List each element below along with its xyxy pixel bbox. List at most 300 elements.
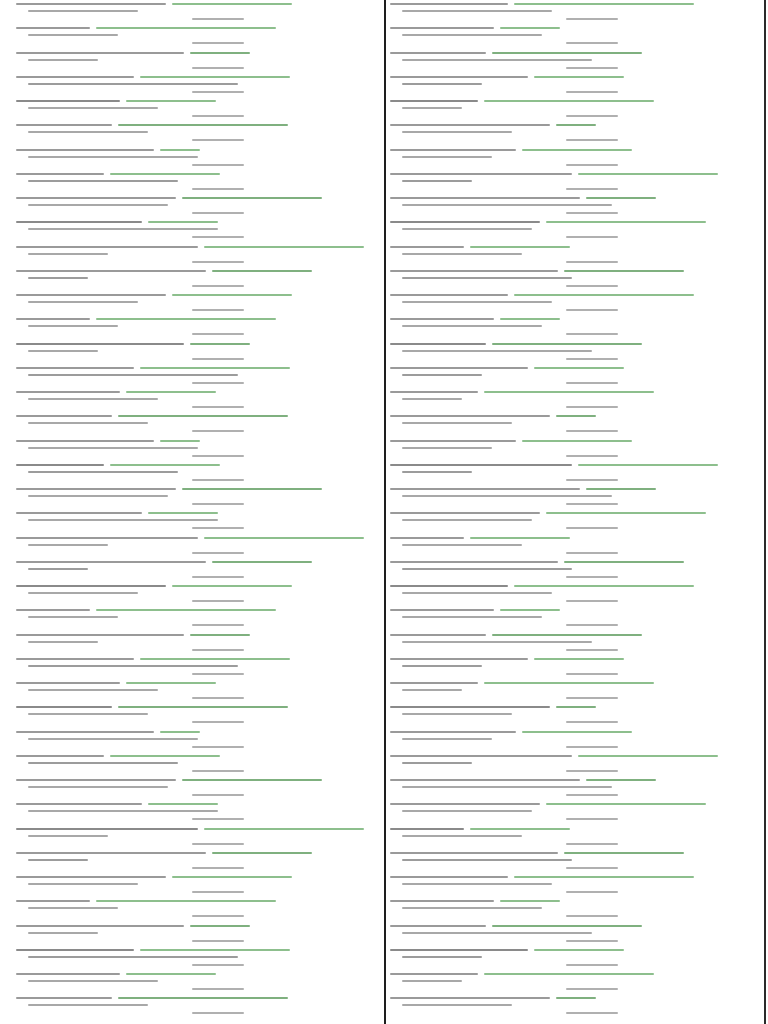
feed-entry[interactable] xyxy=(16,366,380,390)
entry-title[interactable] xyxy=(390,270,558,272)
feed-entry[interactable] xyxy=(16,390,380,414)
entry-title[interactable] xyxy=(16,197,176,199)
feed-entry[interactable] xyxy=(390,2,752,26)
feed-entry[interactable] xyxy=(16,948,380,972)
entry-title[interactable] xyxy=(16,537,198,539)
entry-link[interactable] xyxy=(586,488,656,490)
feed-entry[interactable] xyxy=(16,802,380,826)
feed-entry[interactable] xyxy=(16,511,380,535)
entry-link[interactable] xyxy=(172,876,292,878)
entry-link[interactable] xyxy=(126,973,216,975)
entry-timestamp xyxy=(566,552,618,554)
entry-link[interactable] xyxy=(118,706,288,708)
feed-entry[interactable] xyxy=(390,608,752,632)
entry-title[interactable] xyxy=(390,828,464,830)
entry-title[interactable] xyxy=(390,949,528,951)
entry-timestamp xyxy=(192,891,244,893)
feed-entry[interactable] xyxy=(390,342,752,366)
entry-timestamp xyxy=(192,867,244,869)
entry-link[interactable] xyxy=(148,221,218,223)
entry-link[interactable] xyxy=(534,367,624,369)
entry-link[interactable] xyxy=(484,100,654,102)
feed-entry[interactable] xyxy=(16,657,380,681)
entry-link[interactable] xyxy=(556,124,596,126)
entry-title[interactable] xyxy=(390,997,550,999)
entry-title[interactable] xyxy=(16,852,206,854)
entry-timestamp xyxy=(192,212,244,214)
entry-link[interactable] xyxy=(148,512,218,514)
entry-title[interactable] xyxy=(16,391,120,393)
entry-title[interactable] xyxy=(390,197,580,199)
entry-link[interactable] xyxy=(118,415,288,417)
entry-link[interactable] xyxy=(140,658,290,660)
feed-entry[interactable] xyxy=(16,172,380,196)
entry-detail xyxy=(28,641,98,643)
entry-link[interactable] xyxy=(172,585,292,587)
entry-link[interactable] xyxy=(534,658,624,660)
feed-entry[interactable] xyxy=(390,366,752,390)
entry-timestamp xyxy=(566,940,618,942)
feed-entry[interactable] xyxy=(390,996,752,1020)
entry-title[interactable] xyxy=(16,440,154,442)
feed-entry[interactable] xyxy=(390,899,752,923)
entry-title[interactable] xyxy=(16,609,90,611)
entry-link[interactable] xyxy=(586,197,656,199)
feed-entry[interactable] xyxy=(390,148,752,172)
entry-link[interactable] xyxy=(564,852,684,854)
entry-detail xyxy=(28,592,138,594)
feed-entry[interactable] xyxy=(16,196,380,220)
entry-link[interactable] xyxy=(484,973,654,975)
entry-timestamp xyxy=(192,576,244,578)
feed-entry[interactable] xyxy=(16,584,380,608)
entry-title[interactable] xyxy=(390,803,540,805)
feed-entry[interactable] xyxy=(390,172,752,196)
feed-entry[interactable] xyxy=(390,875,752,899)
entry-link[interactable] xyxy=(182,197,322,199)
feed-entry[interactable] xyxy=(16,269,380,293)
entry-title[interactable] xyxy=(390,27,494,29)
entry-detail xyxy=(28,131,148,133)
entry-timestamp xyxy=(566,867,618,869)
feed-entry[interactable] xyxy=(16,996,380,1020)
entry-detail xyxy=(28,83,238,85)
entry-timestamp xyxy=(566,236,618,238)
entry-title[interactable] xyxy=(390,343,486,345)
entry-link[interactable] xyxy=(126,391,216,393)
entry-link[interactable] xyxy=(556,997,596,999)
feed-entry[interactable] xyxy=(16,439,380,463)
entry-title[interactable] xyxy=(390,76,528,78)
entry-detail xyxy=(402,859,572,861)
entry-title[interactable] xyxy=(16,658,134,660)
entry-link[interactable] xyxy=(500,900,560,902)
entry-timestamp xyxy=(566,818,618,820)
entry-title[interactable] xyxy=(16,221,142,223)
feed-entry[interactable] xyxy=(390,75,752,99)
entry-link[interactable] xyxy=(470,246,570,248)
entry-detail xyxy=(28,883,138,885)
entry-title[interactable] xyxy=(16,803,142,805)
entry-link[interactable] xyxy=(492,343,642,345)
entry-title[interactable] xyxy=(390,658,528,660)
entry-link[interactable] xyxy=(492,634,642,636)
entry-title[interactable] xyxy=(390,561,558,563)
entry-link[interactable] xyxy=(110,464,220,466)
entry-link[interactable] xyxy=(110,173,220,175)
entry-timestamp xyxy=(566,164,618,166)
entry-link[interactable] xyxy=(546,221,706,223)
entry-title[interactable] xyxy=(390,3,508,5)
entry-title[interactable] xyxy=(16,52,184,54)
entry-title[interactable] xyxy=(390,100,478,102)
entry-detail xyxy=(28,10,138,12)
feed-entry[interactable] xyxy=(390,924,752,948)
entry-timestamp xyxy=(566,18,618,20)
entry-title[interactable] xyxy=(16,124,112,126)
feed-entry[interactable] xyxy=(390,293,752,317)
entry-title[interactable] xyxy=(390,585,508,587)
entry-link[interactable] xyxy=(492,925,642,927)
entry-link[interactable] xyxy=(546,803,706,805)
entry-title[interactable] xyxy=(16,294,166,296)
feed-entry[interactable] xyxy=(16,705,380,729)
entry-title[interactable] xyxy=(16,828,198,830)
feed-entry[interactable] xyxy=(390,487,752,511)
entry-link[interactable] xyxy=(160,149,200,151)
feed-entry[interactable] xyxy=(16,75,380,99)
feed-entry[interactable] xyxy=(390,584,752,608)
entry-link[interactable] xyxy=(126,100,216,102)
entry-link[interactable] xyxy=(522,440,632,442)
entry-title[interactable] xyxy=(16,512,142,514)
entry-link[interactable] xyxy=(118,124,288,126)
entry-link[interactable] xyxy=(514,3,694,5)
feed-entry[interactable] xyxy=(390,390,752,414)
entry-timestamp xyxy=(566,843,618,845)
feed-entry[interactable] xyxy=(390,948,752,972)
entry-title[interactable] xyxy=(390,415,550,417)
entry-title[interactable] xyxy=(16,415,112,417)
feed-entry[interactable] xyxy=(390,439,752,463)
entry-timestamp xyxy=(192,139,244,141)
entry-title[interactable] xyxy=(16,318,90,320)
feed-entry[interactable] xyxy=(390,196,752,220)
entry-title[interactable] xyxy=(390,391,478,393)
entry-title[interactable] xyxy=(390,706,550,708)
feed-entry[interactable] xyxy=(390,463,752,487)
entry-title[interactable] xyxy=(390,149,516,151)
entry-title[interactable] xyxy=(16,682,120,684)
entry-link[interactable] xyxy=(534,949,624,951)
entry-link[interactable] xyxy=(190,52,250,54)
entry-link[interactable] xyxy=(534,76,624,78)
feed-entry[interactable] xyxy=(16,681,380,705)
feed-entry[interactable] xyxy=(16,293,380,317)
entry-link[interactable] xyxy=(140,949,290,951)
entry-link[interactable] xyxy=(500,318,560,320)
feed-entry[interactable] xyxy=(390,245,752,269)
entry-link[interactable] xyxy=(96,900,276,902)
entry-timestamp xyxy=(566,988,618,990)
feed-entry[interactable] xyxy=(390,26,752,50)
feed-entry[interactable] xyxy=(16,827,380,851)
entry-timestamp xyxy=(192,42,244,44)
feed-entry[interactable] xyxy=(16,51,380,75)
entry-detail xyxy=(28,907,118,909)
entry-link[interactable] xyxy=(182,779,322,781)
entry-timestamp xyxy=(192,600,244,602)
feed-column-right xyxy=(390,2,752,1022)
feed-entry[interactable] xyxy=(390,705,752,729)
entry-detail xyxy=(402,883,552,885)
entry-detail xyxy=(402,180,472,182)
feed-entry[interactable] xyxy=(390,123,752,147)
entry-link[interactable] xyxy=(190,343,250,345)
entry-link[interactable] xyxy=(148,803,218,805)
feed-entry[interactable] xyxy=(16,487,380,511)
feed-entry[interactable] xyxy=(16,924,380,948)
feed-entry[interactable] xyxy=(16,245,380,269)
entry-title[interactable] xyxy=(16,949,134,951)
entry-link[interactable] xyxy=(204,537,364,539)
entry-link[interactable] xyxy=(172,294,292,296)
entry-title[interactable] xyxy=(16,76,134,78)
entry-title[interactable] xyxy=(16,997,112,999)
entry-title[interactable] xyxy=(16,779,176,781)
entry-link[interactable] xyxy=(212,270,312,272)
entry-title[interactable] xyxy=(390,876,508,878)
feed-entry[interactable] xyxy=(16,123,380,147)
entry-title[interactable] xyxy=(390,731,516,733)
entry-title[interactable] xyxy=(390,512,540,514)
entry-title[interactable] xyxy=(16,367,134,369)
entry-detail xyxy=(28,447,198,449)
entry-link[interactable] xyxy=(500,609,560,611)
entry-detail xyxy=(402,325,542,327)
entry-link[interactable] xyxy=(484,391,654,393)
feed-entry[interactable] xyxy=(390,778,752,802)
entry-timestamp xyxy=(192,770,244,772)
entry-title[interactable] xyxy=(16,900,90,902)
feed-entry[interactable] xyxy=(16,317,380,341)
entry-title[interactable] xyxy=(16,464,104,466)
entry-title[interactable] xyxy=(390,246,464,248)
feed-entry[interactable] xyxy=(16,2,380,26)
entry-link[interactable] xyxy=(212,852,312,854)
entry-detail xyxy=(28,665,238,667)
entry-title[interactable] xyxy=(390,173,572,175)
entry-detail xyxy=(402,10,552,12)
entry-timestamp xyxy=(566,139,618,141)
entry-link[interactable] xyxy=(578,755,718,757)
entry-title[interactable] xyxy=(390,634,486,636)
entry-title[interactable] xyxy=(16,173,104,175)
entry-link[interactable] xyxy=(118,997,288,999)
entry-timestamp xyxy=(192,503,244,505)
entry-title[interactable] xyxy=(390,124,550,126)
entry-title[interactable] xyxy=(390,900,494,902)
entry-title[interactable] xyxy=(16,755,104,757)
entry-link[interactable] xyxy=(500,27,560,29)
entry-detail xyxy=(28,519,218,521)
entry-link[interactable] xyxy=(190,925,250,927)
entry-link[interactable] xyxy=(140,76,290,78)
feed-entry[interactable] xyxy=(16,560,380,584)
entry-link[interactable] xyxy=(556,706,596,708)
feed-entry[interactable] xyxy=(390,730,752,754)
entry-link[interactable] xyxy=(204,828,364,830)
entry-link[interactable] xyxy=(96,318,276,320)
entry-link[interactable] xyxy=(492,52,642,54)
entry-link[interactable] xyxy=(96,27,276,29)
entry-link[interactable] xyxy=(586,779,656,781)
entry-title[interactable] xyxy=(16,343,184,345)
entry-title[interactable] xyxy=(390,367,528,369)
entry-link[interactable] xyxy=(160,440,200,442)
feed-entry[interactable] xyxy=(16,414,380,438)
feed-entry[interactable] xyxy=(16,730,380,754)
feed-entry[interactable] xyxy=(390,511,752,535)
entry-title[interactable] xyxy=(390,779,580,781)
feed-entry[interactable] xyxy=(390,851,752,875)
entry-title[interactable] xyxy=(16,561,206,563)
entry-link[interactable] xyxy=(140,367,290,369)
entry-link[interactable] xyxy=(564,270,684,272)
entry-title[interactable] xyxy=(390,682,478,684)
entry-title[interactable] xyxy=(16,149,154,151)
entry-title[interactable] xyxy=(16,3,166,5)
feed-entry[interactable] xyxy=(390,754,752,778)
feed-entry[interactable] xyxy=(16,972,380,996)
feed-entry[interactable] xyxy=(390,317,752,341)
entry-link[interactable] xyxy=(110,755,220,757)
feed-entry[interactable] xyxy=(16,608,380,632)
feed-entry[interactable] xyxy=(390,802,752,826)
entry-title[interactable] xyxy=(390,925,486,927)
entry-title[interactable] xyxy=(390,537,464,539)
entry-link[interactable] xyxy=(212,561,312,563)
feed-entry[interactable] xyxy=(390,414,752,438)
entry-link[interactable] xyxy=(514,585,694,587)
entry-timestamp xyxy=(566,67,618,69)
feed-entry[interactable] xyxy=(390,269,752,293)
entry-link[interactable] xyxy=(182,488,322,490)
feed-entry[interactable] xyxy=(390,681,752,705)
entry-detail xyxy=(28,253,108,255)
feed-entry[interactable] xyxy=(16,99,380,123)
entry-link[interactable] xyxy=(578,173,718,175)
entry-link[interactable] xyxy=(564,561,684,563)
entry-title[interactable] xyxy=(16,246,198,248)
entry-title[interactable] xyxy=(390,221,540,223)
entry-title[interactable] xyxy=(16,27,90,29)
entry-title[interactable] xyxy=(390,852,558,854)
feed-entry[interactable] xyxy=(390,972,752,996)
entry-link[interactable] xyxy=(172,3,292,5)
entry-link[interactable] xyxy=(484,682,654,684)
entry-link[interactable] xyxy=(578,464,718,466)
entry-title[interactable] xyxy=(16,706,112,708)
entry-title[interactable] xyxy=(16,270,206,272)
entry-timestamp xyxy=(566,600,618,602)
feed-entry[interactable] xyxy=(390,51,752,75)
entry-timestamp xyxy=(192,794,244,796)
entry-link[interactable] xyxy=(470,828,570,830)
entry-link[interactable] xyxy=(522,731,632,733)
entry-title[interactable] xyxy=(390,52,486,54)
feed-entry[interactable] xyxy=(16,536,380,560)
feed-entry[interactable] xyxy=(16,899,380,923)
entry-title[interactable] xyxy=(16,100,120,102)
feed-entry[interactable] xyxy=(16,220,380,244)
feed-entry[interactable] xyxy=(16,463,380,487)
feed-entry[interactable] xyxy=(390,633,752,657)
entry-title[interactable] xyxy=(16,585,166,587)
entry-link[interactable] xyxy=(190,634,250,636)
feed-entry[interactable] xyxy=(16,778,380,802)
entry-title[interactable] xyxy=(390,318,494,320)
entry-detail xyxy=(28,107,158,109)
entry-title[interactable] xyxy=(390,464,572,466)
feed-entry[interactable] xyxy=(390,560,752,584)
entry-title[interactable] xyxy=(390,973,478,975)
entry-link[interactable] xyxy=(514,876,694,878)
feed-entry[interactable] xyxy=(16,633,380,657)
feed-entry[interactable] xyxy=(16,875,380,899)
entry-link[interactable] xyxy=(514,294,694,296)
entry-title[interactable] xyxy=(390,294,508,296)
entry-detail xyxy=(28,325,118,327)
entry-title[interactable] xyxy=(390,440,516,442)
entry-link[interactable] xyxy=(126,682,216,684)
feed-entry[interactable] xyxy=(16,26,380,50)
entry-title[interactable] xyxy=(16,925,184,927)
entry-link[interactable] xyxy=(522,149,632,151)
feed-entry[interactable] xyxy=(390,657,752,681)
feed-entry[interactable] xyxy=(16,754,380,778)
entry-link[interactable] xyxy=(556,415,596,417)
feed-entry[interactable] xyxy=(390,536,752,560)
feed-entry[interactable] xyxy=(390,99,752,123)
feed-entry[interactable] xyxy=(390,827,752,851)
entry-detail xyxy=(402,398,462,400)
feed-entry[interactable] xyxy=(16,148,380,172)
entry-link[interactable] xyxy=(96,609,276,611)
entry-timestamp xyxy=(192,964,244,966)
feed-entry[interactable] xyxy=(390,220,752,244)
entry-timestamp xyxy=(566,285,618,287)
entry-title[interactable] xyxy=(16,634,184,636)
entry-detail xyxy=(402,568,572,570)
entry-detail xyxy=(28,932,98,934)
feed-entry[interactable] xyxy=(16,342,380,366)
feed-entry[interactable] xyxy=(16,851,380,875)
entry-detail xyxy=(402,301,552,303)
entry-link[interactable] xyxy=(204,246,364,248)
entry-title[interactable] xyxy=(16,876,166,878)
entry-link[interactable] xyxy=(160,731,200,733)
entry-link[interactable] xyxy=(546,512,706,514)
entry-detail xyxy=(402,34,542,36)
entry-title[interactable] xyxy=(16,731,154,733)
entry-title[interactable] xyxy=(16,488,176,490)
entry-link[interactable] xyxy=(470,537,570,539)
entry-title[interactable] xyxy=(390,488,580,490)
entry-title[interactable] xyxy=(390,755,572,757)
entry-title[interactable] xyxy=(16,973,120,975)
entry-title[interactable] xyxy=(390,609,494,611)
